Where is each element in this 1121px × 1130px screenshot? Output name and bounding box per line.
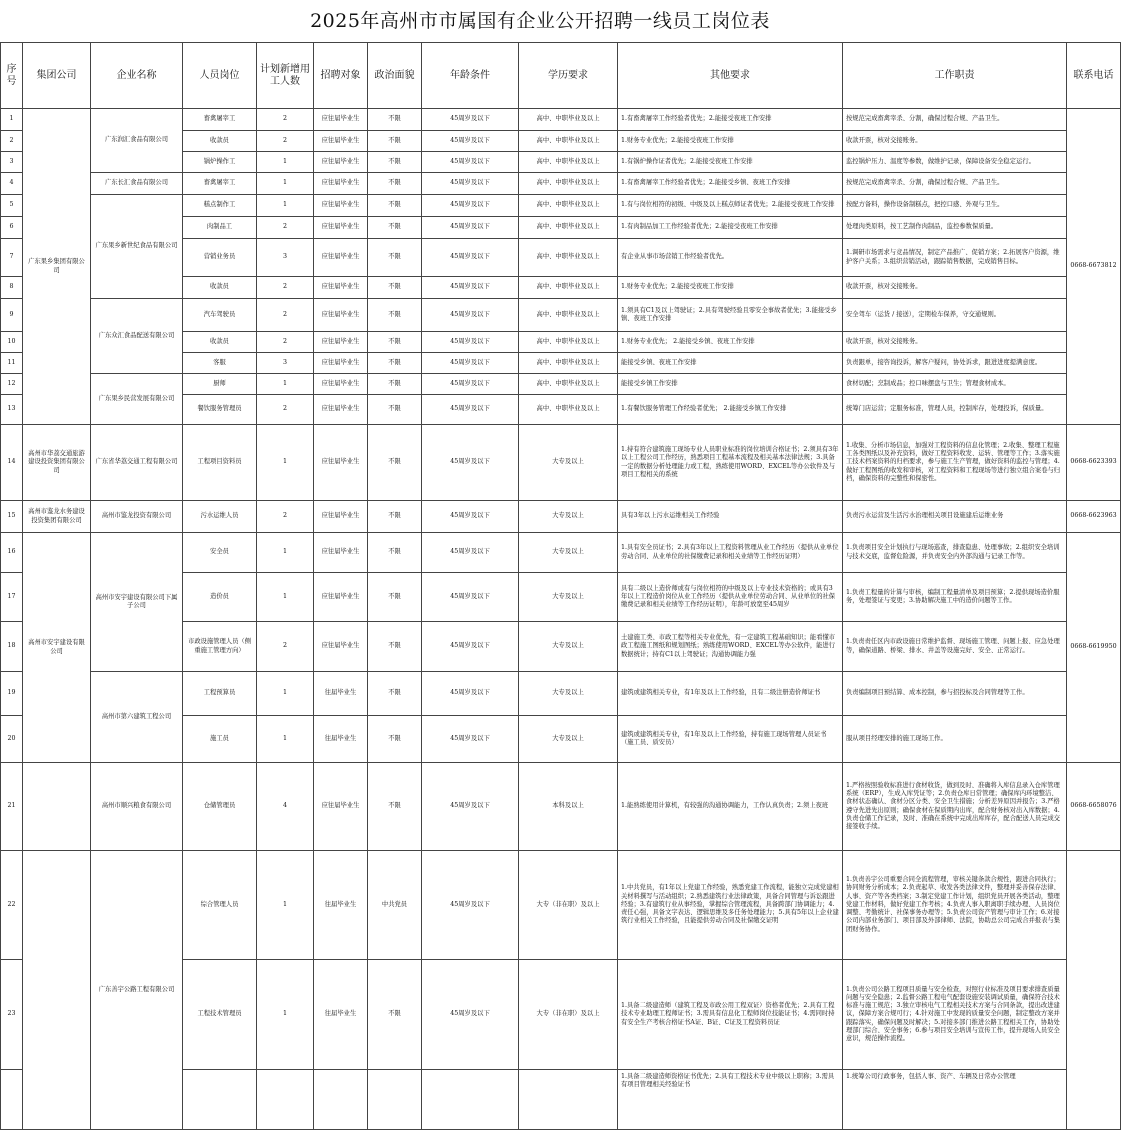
cell-no: 17	[1, 573, 23, 622]
cell-political: 不限	[368, 217, 422, 239]
cell-age: 45周岁及以下	[422, 533, 519, 573]
cell-education: 高中、中职毕业及以上	[519, 277, 618, 299]
cell-political	[368, 1070, 422, 1130]
header-other: 其他要求	[618, 43, 843, 109]
cell-other: 1.财务专业优先；2.能接受夜班工作安排	[618, 277, 843, 299]
cell-political: 不限	[368, 109, 422, 131]
cell-target: 应往届毕业生	[314, 173, 368, 195]
cell-duty: 统筹门店运营；定服务标准，管理人员，控制库存，处理投诉，保质量。	[843, 395, 1067, 425]
cell-duty: 负责编制项目预结算、成本控制，参与招投标及合同管理等工作。	[843, 672, 1067, 716]
cell-count: 3	[257, 353, 314, 374]
cell-phone: 0668-6623393	[1067, 425, 1121, 501]
cell-other: 能接受乡镇、夜班工作安排	[618, 353, 843, 374]
cell-phone	[1067, 851, 1121, 1130]
cell-count: 1	[257, 960, 314, 1070]
header-no: 序号	[1, 43, 23, 109]
cell-no: 12	[1, 374, 23, 395]
cell-education: 高中、中职毕业及以上	[519, 239, 618, 277]
cell-count: 1	[257, 851, 314, 960]
cell-post: 工程技术管理员	[183, 960, 257, 1070]
cell-target: 应往届毕业生	[314, 763, 368, 851]
table-row	[1, 851, 1121, 960]
cell-political: 不限	[368, 239, 422, 277]
cell-political: 不限	[368, 533, 422, 573]
cell-group: 高州市安宇建设有限公司	[23, 533, 91, 763]
cell-post: 收款员	[183, 131, 257, 152]
cell-political: 不限	[368, 277, 422, 299]
page-title: 2025年高州市市属国有企业公开招聘一线员工岗位表	[310, 10, 770, 32]
cell-political: 不限	[368, 501, 422, 533]
cell-age	[422, 1070, 519, 1130]
cell-group	[23, 851, 91, 1130]
cell-post: 市政设施管理人员（侧重施工管理方向）	[183, 622, 257, 672]
cell-duty: 监控锅炉压力、温度等参数，做维护记录，保障设备安全稳定运行。	[843, 152, 1067, 173]
cell-other: 1.有肉制品加工工作经验者优先；2.能接受夜班工作安排	[618, 217, 843, 239]
cell-no: 2	[1, 131, 23, 152]
cell-target: 应往届毕业生	[314, 195, 368, 217]
cell-company: 广东润汇食品有限公司	[91, 109, 183, 173]
cell-target: 往届毕业生	[314, 960, 368, 1070]
cell-target: 应往届毕业生	[314, 332, 368, 353]
cell-other: 1.有餐饮服务管理工作经验者优先； 2.能接受乡镇工作安排	[618, 395, 843, 425]
cell-education: 大专及以上	[519, 573, 618, 622]
cell-no: 3	[1, 152, 23, 173]
cell-education: 大专及以上	[519, 425, 618, 501]
cell-post: 营销业务员	[183, 239, 257, 277]
cell-age: 45周岁及以下	[422, 851, 519, 960]
table-row	[1, 299, 1121, 332]
cell-other: 有企业从事市场营销工作经验者优先。	[618, 239, 843, 277]
cell-duty: 服从项目经理安排的施工现场工作。	[843, 716, 1067, 763]
table-row	[1, 501, 1121, 533]
cell-target: 应往届毕业生	[314, 131, 368, 152]
cell-political: 不限	[368, 716, 422, 763]
cell-education: 高中、中职毕业及以上	[519, 353, 618, 374]
cell-duty: 食材切配；烹制成品；控口味摆盘与卫生；管理食材成本。	[843, 374, 1067, 395]
cell-age: 45周岁及以下	[422, 672, 519, 716]
cell-count: 1	[257, 152, 314, 173]
table-row	[1, 425, 1121, 501]
cell-education: 高中、中职毕业及以上	[519, 332, 618, 353]
cell-no: 21	[1, 763, 23, 851]
cell-political: 不限	[368, 195, 422, 217]
cell-no: 18	[1, 622, 23, 672]
cell-age: 45周岁及以下	[422, 374, 519, 395]
cell-other: 1.具有安全员证书；2.具有3年以上工程资料管理从业工作经历（提供从业单位劳动合同、从业单位的社保缴费记录和相关业绩等工作经历证明）	[618, 533, 843, 573]
cell-target: 应往届毕业生	[314, 277, 368, 299]
cell-political: 中共党员	[368, 851, 422, 960]
cell-age: 45周岁及以下	[422, 277, 519, 299]
cell-age: 45周岁及以下	[422, 299, 519, 332]
cell-duty: 1.调研市场需求与竞品情况，制定产品推广、促销方案；2.拓展客户资源，维护客户关系；3.组织营销活动，跟踪销售数据，完成销售目标。	[843, 239, 1067, 277]
cell-age: 45周岁及以下	[422, 573, 519, 622]
cell-age: 45周岁及以下	[422, 173, 519, 195]
cell-target: 应往届毕业生	[314, 239, 368, 277]
cell-target: 应往届毕业生	[314, 374, 368, 395]
cell-no: 1	[1, 109, 23, 131]
cell-political: 不限	[368, 332, 422, 353]
cell-no: 10	[1, 332, 23, 353]
cell-post: 客服	[183, 353, 257, 374]
cell-duty: 1.负责善宇公司重要合同全流程管理，审核关键条款合规性，跟进合同执行；协同财务分析成本；2.负责起草、收发各类法律文件，整理并妥善保存法律、人事、资产等各类档案；3.制定党建工作计划，组织党员开展各类活动，整理党建工作材料，做好党建工作考核；4.负责人事入职离职手续办理、人员岗位调整、考勤统计、社保事务办理等；5.负责公司资产管理与审计工作；6.对接公司内部业务部门、项目部及外部律师、法院，协助总公司完成合并报表与集团财务协作。	[843, 851, 1067, 960]
cell-political: 不限	[368, 960, 422, 1070]
cell-target: 往届毕业生	[314, 716, 368, 763]
cell-target: 应往届毕业生	[314, 622, 368, 672]
header-age: 年龄条件	[422, 43, 519, 109]
header-target: 招聘对象	[314, 43, 368, 109]
cell-post: 汽车驾驶员	[183, 299, 257, 332]
cell-no: 11	[1, 353, 23, 374]
table-header-row	[1, 43, 1121, 109]
cell-other: 具有3年以上污水运维相关工作经验	[618, 501, 843, 533]
header-political: 政治面貌	[368, 43, 422, 109]
cell-age: 45周岁及以下	[422, 425, 519, 501]
cell-duty: 1.收集、分析市场信息，加强对工程资料的信息化管理；2.收集、整理工程施工各类图纸以及补充资料，做好工程资料收发、运转、管理等工作；3.落实施工技术档案资料的归档要求，参与施工生产管理，做好资料的监控与管理；4.做好工程图纸的收发和审核，对工程资料和工程现场等进行独立组合案卷与归档，确保资料的完整性和保密性。	[843, 425, 1067, 501]
cell-other: 能接受乡镇工作安排	[618, 374, 843, 395]
cell-post: 工程预算员	[183, 672, 257, 716]
cell-other: 1.具备二级建造师（建筑工程及市政公用工程双证）资格者优先；2.具有工程技术专业助理工程师证书；3.需具有信息化工程师岗位技能证书；4.需同时持有安全生产考核合格证书A证、B证、C证及工程资料员证	[618, 960, 843, 1070]
cell-other: 1.中共党员，有1年以上党建工作经验，熟悉党建工作流程，能独立完成党建相关材料撰写与活动组织；2.熟悉建筑行业法律政策，具备合同管理与诉讼跟进经验；3.有建筑行业从事经验，掌握综合管理流程，具备跨部门协调能力；4.责任心强，具备文字表达、逻辑思维及多任务处理能力；5.具有5年以上企业建筑行业相关工作经验，且能提供劳动合同及社保缴交证明	[618, 851, 843, 960]
cell-company: 高州市安宇建设有限公司下属子公司	[91, 533, 183, 672]
cell-count: 1	[257, 573, 314, 622]
cell-post: 仓储管理员	[183, 763, 257, 851]
table-row	[1, 109, 1121, 131]
cell-count: 1	[257, 195, 314, 217]
cell-education: 高中、中职毕业及以上	[519, 195, 618, 217]
header-count: 计划新增用工人数	[257, 43, 314, 109]
cell-post: 畜禽屠宰工	[183, 109, 257, 131]
cell-political: 不限	[368, 573, 422, 622]
cell-education: 高中、中职毕业及以上	[519, 217, 618, 239]
cell-post: 餐饮服务管理员	[183, 395, 257, 425]
cell-other: 建筑或建筑相关专业，有1年及以上工作经验，且有二级注册造价师证书	[618, 672, 843, 716]
cell-count: 2	[257, 332, 314, 353]
cell-target	[314, 1070, 368, 1130]
cell-post: 肉制品工	[183, 217, 257, 239]
cell-education: 大专（非在职）及以上	[519, 960, 618, 1070]
header-group: 集团公司	[23, 43, 91, 109]
cell-count: 2	[257, 622, 314, 672]
header-duty: 工作职责	[843, 43, 1067, 109]
cell-education: 高中、中职毕业及以上	[519, 374, 618, 395]
cell-other: 1.财务专业优先；2.能接受夜班工作安排	[618, 131, 843, 152]
cell-political: 不限	[368, 299, 422, 332]
cell-political: 不限	[368, 763, 422, 851]
cell-post: 厨师	[183, 374, 257, 395]
cell-post: 收款员	[183, 277, 257, 299]
cell-post: 锅炉操作工	[183, 152, 257, 173]
cell-duty: 收款开票，核对交接账务。	[843, 277, 1067, 299]
cell-education: 高中、中职毕业及以上	[519, 109, 618, 131]
cell-political: 不限	[368, 152, 422, 173]
cell-target: 应往届毕业生	[314, 533, 368, 573]
cell-target: 往届毕业生	[314, 672, 368, 716]
cell-other: 1.能熟练使用计算机，有较强的沟通协调能力，工作认真负责；2.须上夜班	[618, 763, 843, 851]
cell-political: 不限	[368, 425, 422, 501]
cell-duty: 1.严格按照验收标准进行食材收货，做到及时、准确将入库信息录入仓库管理系统（ERP），生成入库凭证等；2.负责仓库日常管理；确保库内环境整洁、食材状态确认、食材分区分类、安全卫生措施；分析差异原因并报告；3.严格遵守先进先出原则；确保食材在保质期内出库，配合财务核对出入库数据；4.负责仓储工作记录，及时、准确在系统中完成出库库存，配合配送人员完成交接签收手续。	[843, 763, 1067, 851]
table-row	[1, 763, 1121, 851]
cell-other: 1.有锅炉操作证者优先；2.能接受夜班工作安排	[618, 152, 843, 173]
cell-target: 应往届毕业生	[314, 501, 368, 533]
cell-no: 9	[1, 299, 23, 332]
cell-education: 高中、中职毕业及以上	[519, 152, 618, 173]
cell-no: 20	[1, 716, 23, 763]
cell-post: 造价员	[183, 573, 257, 622]
cell-phone: 0668-6673812	[1067, 109, 1121, 425]
cell-other: 1.有畜禽屠宰工作经验者优先；2.能接受夜班工作安排	[618, 109, 843, 131]
cell-target: 应往届毕业生	[314, 109, 368, 131]
cell-target: 应往届毕业生	[314, 353, 368, 374]
table-row	[1, 374, 1121, 395]
cell-count: 1	[257, 716, 314, 763]
cell-no: 23	[1, 960, 23, 1070]
cell-other: 1.具备二级建造师资格证书优先；2.具有工程技术专业中级以上职称；3.需具有项目管理相关经验证书	[618, 1070, 843, 1130]
cell-age: 45周岁及以下	[422, 109, 519, 131]
cell-company: 高州市顺兴粮食有限公司	[91, 763, 183, 851]
header-phone: 联系电话	[1067, 43, 1121, 109]
cell-other: 土建施工类、市政工程等相关专业优先，有一定建筑工程基础知识；能看懂市政工程施工图纸和规划图纸；熟练使用WORD、EXCEL等办公软件，能进行数据统计；持有C1以上驾驶证；沟通协调能力强	[618, 622, 843, 672]
cell-no: 14	[1, 425, 23, 501]
cell-duty: 按规范完成畜禽宰杀、分割，确保过程合规、产品卫生。	[843, 173, 1067, 195]
cell-political: 不限	[368, 395, 422, 425]
cell-phone: 0668-6623963	[1067, 501, 1121, 533]
cell-education: 大专（非在职）及以上	[519, 851, 618, 960]
cell-political: 不限	[368, 173, 422, 195]
cell-count: 2	[257, 217, 314, 239]
cell-other: 1.持有符合建筑施工现场专业人员职业标准的岗位培训合格证书；2.须具有3年以上工程公司工作经历，熟悉项目工程基本流程及相关基本法律法规；3.具备一定的数据分析处理能力或工程，熟练使用WORD、EXCEL等办公软件及与项目工程相关的系统	[618, 425, 843, 501]
cell-no: 22	[1, 851, 23, 960]
cell-education: 本科及以上	[519, 763, 618, 851]
cell-company: 广东善宇公路工程有限公司	[91, 851, 183, 1130]
table-row	[1, 533, 1121, 573]
cell-phone: 0668-6658076	[1067, 763, 1121, 851]
cell-duty: 处理肉类原料，按工艺制作肉制品，监控参数保质量。	[843, 217, 1067, 239]
cell-post: 糕点制作工	[183, 195, 257, 217]
cell-age: 45周岁及以下	[422, 131, 519, 152]
cell-post: 施工员	[183, 716, 257, 763]
cell-education: 大专及以上	[519, 533, 618, 573]
table-row	[1, 195, 1121, 217]
cell-age: 45周岁及以下	[422, 763, 519, 851]
cell-education: 大专及以上	[519, 716, 618, 763]
cell-company: 高州市鉴龙投资有限公司	[91, 501, 183, 533]
cell-age: 45周岁及以下	[422, 152, 519, 173]
cell-duty: 1.负责工程量的计算与审核，编制工程量清单及项目预算；2.提供现场造价服务，处理签证与变更；3.协助解决施工中的造价问题等工作。	[843, 573, 1067, 622]
cell-count: 1	[257, 672, 314, 716]
cell-company: 广东果乡民营发展有限公司	[91, 374, 183, 425]
cell-education: 高中、中职毕业及以上	[519, 299, 618, 332]
cell-group: 广东果乡集团有限公司	[23, 109, 91, 425]
cell-count: 4	[257, 763, 314, 851]
cell-duty: 收款开票，核对交接账务。	[843, 332, 1067, 353]
header-education: 学历要求	[519, 43, 618, 109]
cell-post: 工程项目资料员	[183, 425, 257, 501]
cell-count: 1	[257, 173, 314, 195]
cell-no: 5	[1, 195, 23, 217]
recruitment-table	[0, 42, 1117, 1130]
cell-political: 不限	[368, 622, 422, 672]
cell-age: 45周岁及以下	[422, 622, 519, 672]
cell-no: 7	[1, 239, 23, 277]
cell-count	[257, 1070, 314, 1130]
cell-company: 高州市第六建筑工程公司	[91, 672, 183, 763]
cell-no: 15	[1, 501, 23, 533]
cell-no: 6	[1, 217, 23, 239]
cell-count: 1	[257, 533, 314, 573]
cell-target: 应往届毕业生	[314, 425, 368, 501]
cell-age: 45周岁及以下	[422, 716, 519, 763]
cell-duty: 1.负责公司公路工程项目质量与安全检查，对照行业标准及项目要求排查质量问题与安全隐患；2.监督公路工程电气配套设施安装调试质量，确保符合技术标准与施工规范；3.独立审核电气工程相关技术方案与合同条款，提出改进建议，保障方案合规可行；4.针对施工中发现的质量安全问题，制定整改方案并跟踪落实，确保问题及时解决；5.对接多部门推进公路工程相关工作，协助处理部门综合、安全事务；6.参与项目安全培训与宣传工作，提升现场人员安全意识，规范操作流程。	[843, 960, 1067, 1070]
cell-count: 3	[257, 239, 314, 277]
cell-group: 高州市华荔交通旅游建设投资集团有限公司	[23, 425, 91, 501]
cell-company: 广东果乡新世纪食品有限公司	[91, 195, 183, 299]
cell-target: 应往届毕业生	[314, 152, 368, 173]
cell-phone: 0668-6619950	[1067, 533, 1121, 763]
cell-age: 45周岁及以下	[422, 217, 519, 239]
cell-target: 往届毕业生	[314, 851, 368, 960]
cell-age: 45周岁及以下	[422, 395, 519, 425]
cell-other: 1.须具有C1及以上驾驶证；2.具有驾驶经验且零安全事故者优先；3.能接受乡镇、夜班工作安排	[618, 299, 843, 332]
cell-duty: 1.负责项目安全计划执行与现场巡查，排查隐患、处理事故；2.组织安全培训与技术交底，监督危险源，并负责安全内外部沟通与记录工作等。	[843, 533, 1067, 573]
cell-count: 2	[257, 395, 314, 425]
cell-duty: 1.统筹公司行政事务，包括人事、资产、车辆及日常办公管理	[843, 1070, 1067, 1130]
cell-target: 应往届毕业生	[314, 217, 368, 239]
cell-other: 1.有与岗位相符的初级、中级及以上糕点师证者优先；2.能接受夜班工作安排	[618, 195, 843, 217]
cell-age: 45周岁及以下	[422, 239, 519, 277]
cell-duty: 安全驾车（运货 / 接送），定期检车保养，守交通规则。	[843, 299, 1067, 332]
cell-age: 45周岁及以下	[422, 195, 519, 217]
cell-political: 不限	[368, 131, 422, 152]
cell-post: 畜禽屠宰工	[183, 173, 257, 195]
cell-no	[1, 1070, 23, 1130]
cell-duty: 按规范完成畜禽宰杀、分割，确保过程合规、产品卫生。	[843, 109, 1067, 131]
cell-company: 广东长汇食品有限公司	[91, 173, 183, 195]
cell-no: 19	[1, 672, 23, 716]
header-company: 企业名称	[91, 43, 183, 109]
cell-count: 2	[257, 277, 314, 299]
cell-post: 综合管理人员	[183, 851, 257, 960]
cell-post	[183, 1070, 257, 1130]
table-row	[1, 672, 1121, 716]
cell-other: 1.有畜禽屠宰工作经验者优先；2.能接受乡镇、夜班工作安排	[618, 173, 843, 195]
cell-education	[519, 1070, 618, 1130]
cell-count: 2	[257, 501, 314, 533]
cell-post: 污水运维人员	[183, 501, 257, 533]
cell-education: 高中、中职毕业及以上	[519, 173, 618, 195]
cell-post: 安全员	[183, 533, 257, 573]
cell-count: 1	[257, 425, 314, 501]
cell-company: 广东省华荔交通工程有限公司	[91, 425, 183, 501]
table-row	[1, 173, 1121, 195]
cell-count: 2	[257, 299, 314, 332]
cell-group	[23, 763, 91, 851]
cell-education: 大专及以上	[519, 501, 618, 533]
cell-duty: 负责污水运营及生活污水治理相关项目设施建后运维业务	[843, 501, 1067, 533]
cell-post: 收款员	[183, 332, 257, 353]
cell-other: 建筑或建筑相关专业，有1年及以上工作经验，持有施工现场管理人员证书（施工员、质安员）	[618, 716, 843, 763]
cell-count: 2	[257, 131, 314, 152]
cell-education: 大专及以上	[519, 672, 618, 716]
cell-education: 大专及以上	[519, 622, 618, 672]
cell-duty: 负责跟单，接咨询投诉，解客户疑问，协处诉求，跟进进度提满意度。	[843, 353, 1067, 374]
cell-duty: 按配方备料，操作设备制糕点，把控口感、外观与卫生。	[843, 195, 1067, 217]
cell-group: 高州市鉴龙水务建设投资集团有限公司	[23, 501, 91, 533]
cell-count: 1	[257, 374, 314, 395]
cell-political: 不限	[368, 374, 422, 395]
cell-count: 2	[257, 109, 314, 131]
cell-political: 不限	[368, 672, 422, 716]
cell-target: 应往届毕业生	[314, 395, 368, 425]
cell-age: 45周岁及以下	[422, 353, 519, 374]
cell-other: 具有二级以上造价师或有与岗位相符的中级及以上专业技术资格的；或具有3年以上工程造价岗位从业工作经历（提供从业单位劳动合同、从业单位的社保缴费记录和相关业绩等工作经历证明），年龄可放宽至45周岁	[618, 573, 843, 622]
cell-political: 不限	[368, 353, 422, 374]
cell-other: 1.财务专业优先； 2.能接受乡镇、夜班工作安排	[618, 332, 843, 353]
cell-duty: 收款开票，核对交接账务。	[843, 131, 1067, 152]
cell-no: 16	[1, 533, 23, 573]
cell-target: 应往届毕业生	[314, 299, 368, 332]
cell-age: 45周岁及以下	[422, 332, 519, 353]
cell-duty: 1.负责责任区内市政设施日常维护监督、现场施工管理、问题上报、应急处理等，确保道路、桥梁、排水、井盖等设施完好、安全、正常运行。	[843, 622, 1067, 672]
cell-no: 4	[1, 173, 23, 195]
cell-education: 高中、中职毕业及以上	[519, 395, 618, 425]
cell-company: 广东众汇食品配送有限公司	[91, 299, 183, 374]
cell-target: 应往届毕业生	[314, 573, 368, 622]
cell-no: 8	[1, 277, 23, 299]
cell-no: 13	[1, 395, 23, 425]
cell-education: 高中、中职毕业及以上	[519, 131, 618, 152]
cell-age: 45周岁及以下	[422, 960, 519, 1070]
cell-age: 45周岁及以下	[422, 501, 519, 533]
header-post: 人员岗位	[183, 43, 257, 109]
